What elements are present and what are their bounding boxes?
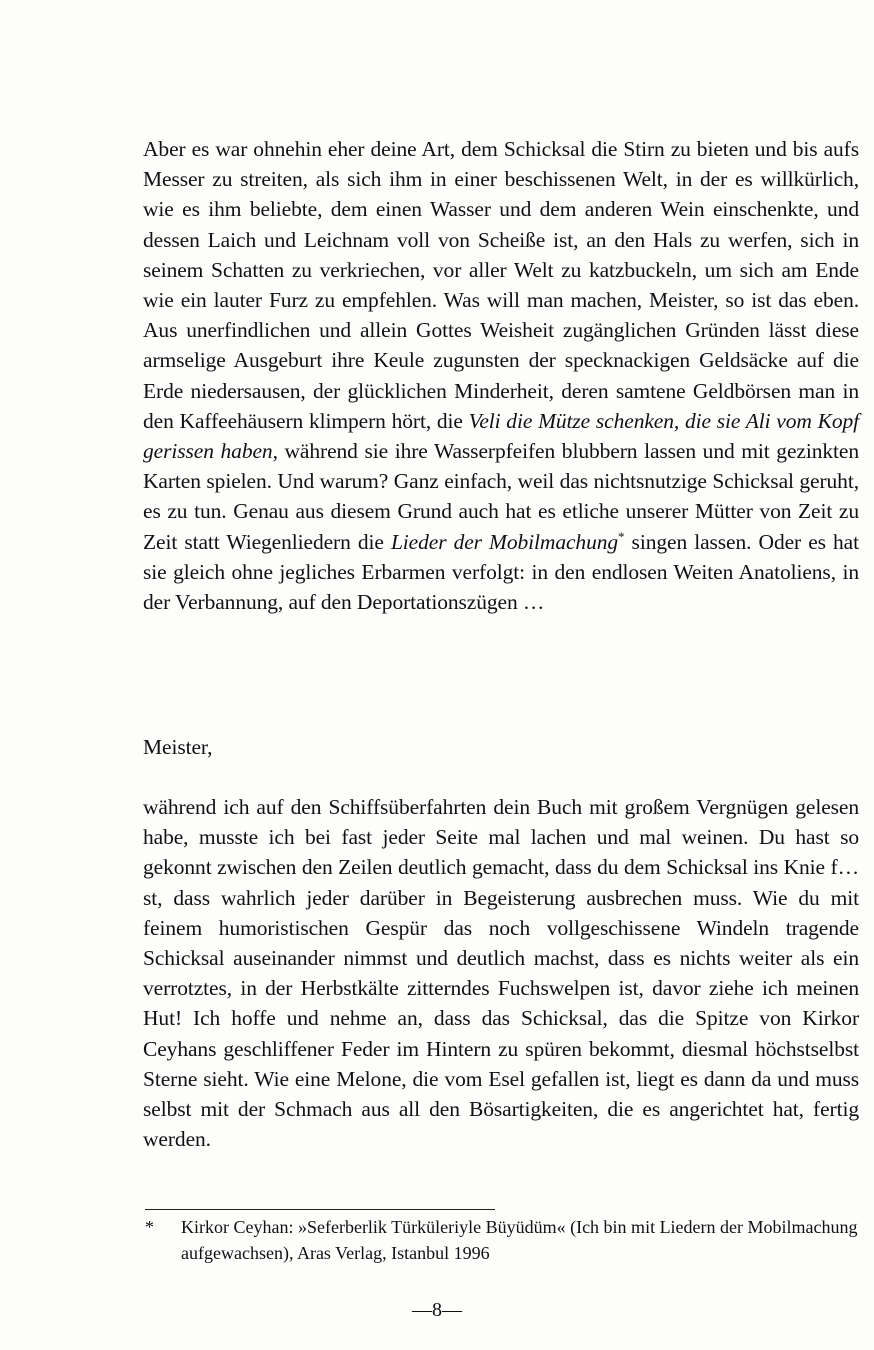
page-number: —8— — [412, 1299, 462, 1321]
body-paragraph-2 — [143, 792, 859, 1154]
italic-title-lieder: Lieder der Mobilmachung — [390, 529, 619, 554]
paragraph-text-run-2: , während sie ihre Wasserpfeifen blubbern lassen und mit gezinkten Karten spielen. Und warum? Ganz einfach, weil das nichtsnutzige Schicksal geruht, es zu tun. Genau aus diesem Grund auch hat es etliche unserer Mütter von Zeit zu Zeit statt Wiegenliedern die — [143, 439, 859, 554]
paragraph-text — [143, 134, 859, 617]
footnote-reference: * — [618, 528, 625, 544]
italic-quote-veli: Veli die Mütze schenken, die sie Ali vom Kopf gerissen haben — [143, 408, 860, 464]
footnote-divider — [145, 1209, 495, 1210]
body-paragraph-1 — [143, 134, 859, 617]
paragraph-2-text: während ich auf den Schiffsüberfahrten dein Buch mit großem Vergnügen gelesen habe, musste ich bei fast jeder Seite mal lachen und mal weinen. Du hast so gekonnt zwischen den Zeilen deutlich gemacht, dass du dem Schicksal ins Knie f… st, dass wahrlich jeder darüber in Begeisterung ausbrechen muss. Wie du mit feinem humoristischen Gespür das noch vollgeschissene Windeln tragende Schicksal auseinander nimmst und deutlich machst, dass es nichts weiter als ein verrotztes, in der Herbstkälte zitterndes Fuchswelpen ist, davor ziehe ich meinen Hut! Ich hoffe und nehme an, dass das Schicksal, das die Spitze von Kirkor Ceyhans geschliffener Feder im Hintern zu spüren bekommt, diesmal höchstselbst Sterne sieht. Wie eine Melone, die vom Esel gefallen ist, liegt es dann da und muss selbst mit der Schmach aus all den Bösartigkeiten, die es angerichtet hat, fertig werden. — [143, 795, 859, 1152]
footnote-text: Kirkor Ceyhan: »Seferberlik Türküleriyle Büyüdüm« (Ich bin mit Liedern der Mobilmachung aufgewachsen), Aras Verlag, Istanbul 1996 — [181, 1217, 858, 1263]
paragraph-text-run-3: singen lassen. Oder es hat sie gleich ohne jegliches Erbarmen verfolgt: in den endlosen Weiten Anatoliens, in der Verbannung, auf den Deportationszügen … — [143, 529, 859, 615]
salutation-text: Meister, — [143, 735, 213, 759]
paragraph-text-run-1: Aber es war ohnehin eher deine Art, dem Schicksal die Stirn zu bieten und bis aufs Messer zu streiten, als sich ihm in einer beschissenen Welt, in der es willkürlich, wie es ihm beliebte, dem einen Wasser und dem anderen Wein einschenkte, und dessen Laich und Leichnam voll von Scheiße ist, an den Hals zu werfen, sich in seinem Schatten zu verkriechen, vor aller Welt zu katzbuckeln, um sich am Ende wie ein lauter Furz zu empfehlen. Was will man machen, Meister, so ist das eben. Aus unerfindlichen und allein Gottes Weisheit zugänglichen Gründen lässt diese armselige Ausgeburt ihre Keule zugunsten der specknackigen Geldsäcke auf die Erde niedersausen, der glücklichen Minderheit, deren samtene Geldbörsen man in den Kaffeehäusern klimpern hört, die — [143, 137, 859, 433]
salutation — [143, 732, 859, 762]
footnote — [145, 1214, 859, 1266]
footnote-mark: * — [145, 1217, 154, 1237]
